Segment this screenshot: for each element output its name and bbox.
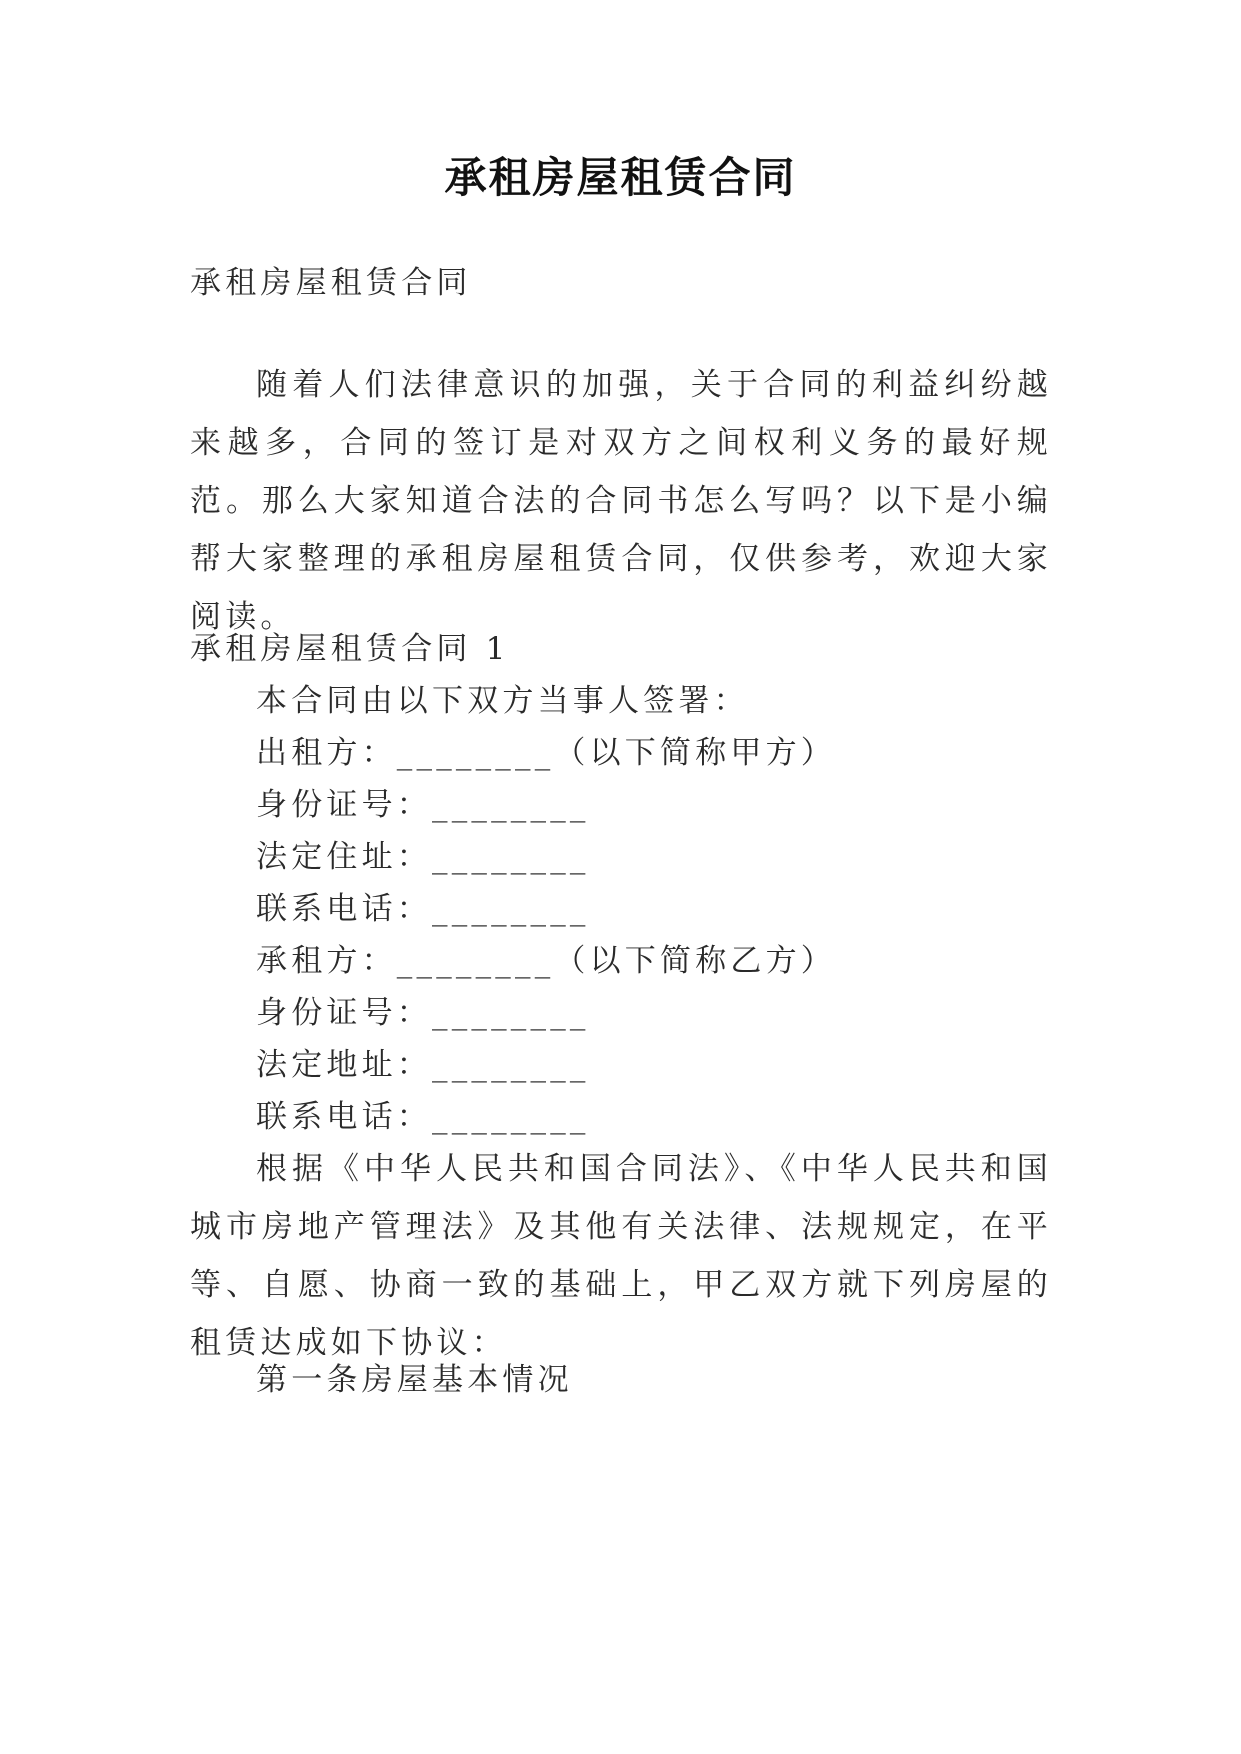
article-1-heading: 第一条房屋基本情况 [256,1362,573,1398]
legal-basis-paragraph: 根据《中华人民共和国合同法》、《中华人民共和国城市房地产管理法》及其他有关法律、法规规定，在平等、自愿、协商一致的基础上，甲乙双方就下列房屋的租赁达成如下协议： [190,1151,1052,1361]
lessor-field: 出租方：________（以下简称甲方） [256,735,836,771]
lessor-id-field: 身份证号：________ [256,787,590,823]
intro-paragraph: 随着人们法律意识的加强，关于合同的利益纠纷越来越多，合同的签订是对双方之间权利义务的最好规范。那么大家知道合法的合同书怎么写吗？以下是小编帮大家整理的承租房屋租赁合同，仅供参考，欢迎大家阅读。 [190,367,1052,635]
document-title: 承租房屋租赁合同 [444,153,797,202]
lessee-field: 承租方：________（以下简称乙方） [256,943,836,979]
document-subtitle: 承租房屋租赁合同 [190,265,472,301]
lessee-id-field: 身份证号：________ [256,995,590,1031]
lessor-address-field: 法定住址：________ [256,839,590,875]
lessee-address-field: 法定地址：________ [256,1047,590,1083]
lessor-phone-field: 联系电话：________ [256,891,590,927]
contract-1-heading: 承租房屋租赁合同 1 [190,631,510,667]
lessee-phone-field: 联系电话：________ [256,1099,590,1135]
signing-intro: 本合同由以下双方当事人签署： [256,683,749,719]
